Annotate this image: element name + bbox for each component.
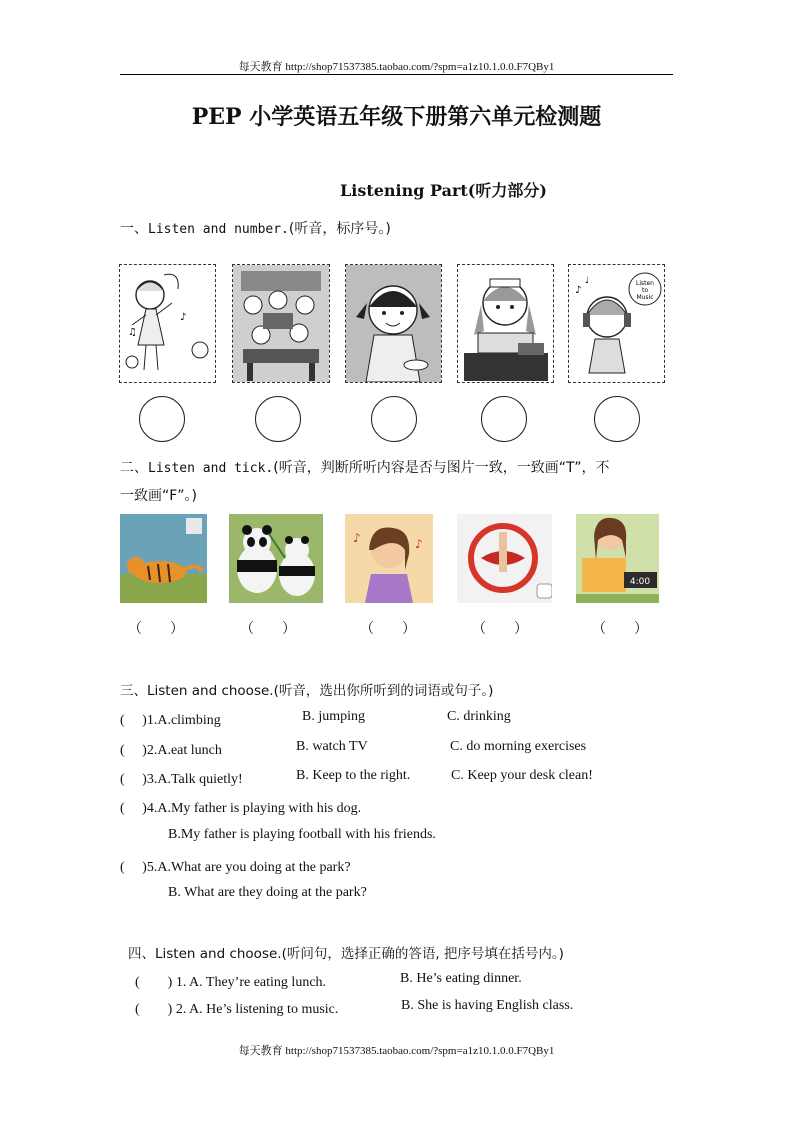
header-brand: 每天教育: [238, 60, 283, 73]
answer-circle-1[interactable]: [139, 396, 185, 442]
girl-eating-icon: [346, 265, 441, 382]
section3-q2-option-c: C. do morning exercises: [450, 739, 587, 754]
section1-picture-3: [345, 264, 442, 383]
option-a: A.What are you doing at the park?: [157, 860, 351, 875]
section1-text-en: Listen and number.: [148, 222, 289, 237]
section3-heading: 三、Listen and choose.(听音，选出你所听到的词语或句子。): [120, 683, 494, 699]
section2-photo-1: [120, 514, 207, 603]
section2-photo-4: [457, 514, 552, 603]
option-a: A.eat lunch: [157, 743, 222, 758]
section4-heading: 四、Listen and choose.(听问句，选择正确的答语, 把序号填在括号内。): [128, 946, 564, 962]
pandas-eating-bamboo-icon: [229, 514, 323, 603]
question-number: 1.: [146, 713, 158, 728]
section3-q4: [120, 797, 361, 817]
section4-q2: [135, 998, 338, 1018]
section1-picture-1: [119, 264, 216, 383]
section2-photo-2: [229, 514, 323, 603]
section3-q1-option-c: C. drinking: [447, 709, 511, 724]
section2-prefix: 二、: [120, 460, 148, 476]
section2-text-cn-line1: (听音，判断所听内容是否与图片一致，一致画“T”，不: [273, 460, 610, 476]
answer-paren[interactable]: ( ): [120, 801, 147, 816]
svg-text:♪: ♪: [575, 285, 582, 296]
section1-text-cn: (听音，标序号。): [288, 221, 391, 237]
girl-reading-clock-icon: [576, 514, 659, 603]
quiet-lips-icon: [457, 514, 552, 603]
answer-paren[interactable]: ( ): [120, 860, 147, 875]
section4-q2-option-b: B. She is having English class.: [401, 998, 574, 1013]
section3-q1: [120, 709, 221, 729]
svg-text:♩: ♩: [585, 276, 590, 286]
svg-text:to: to: [641, 287, 649, 294]
answer-circle-5[interactable]: [594, 396, 640, 442]
answer-paren[interactable]: ( ): [135, 975, 173, 990]
section2-heading-line2: 一致画“F”。): [120, 488, 198, 504]
option-a: 2. A. He’s listening to music.: [175, 1002, 339, 1017]
section2-text-en: Listen and tick.: [148, 461, 274, 476]
page-title: PEP 小学英语五年级下册第六单元检测题: [191, 104, 602, 130]
girl-reading-desk-icon: [458, 265, 553, 382]
svg-text:♪: ♪: [353, 531, 361, 545]
section2-photo-5: [576, 514, 659, 603]
question-number: 3.: [146, 772, 158, 787]
page-header: [0, 58, 793, 74]
section3-q5: [120, 856, 351, 876]
section4-q1: [135, 971, 326, 991]
option-a: A.Talk quietly!: [157, 772, 243, 787]
svg-text:♪: ♪: [180, 312, 187, 323]
page-footer: [0, 1042, 793, 1058]
header-url[interactable]: http://shop71537385.taobao.com/?spm=a1z10.1.0.0.F7QBy1: [285, 61, 555, 73]
section1-heading: [120, 218, 391, 238]
tick-bracket-4[interactable]: （ ）: [472, 621, 528, 637]
section2-photo-3: [345, 514, 433, 603]
section1-picture-2: [232, 264, 330, 383]
option-a: 1. A. They’re eating lunch.: [175, 975, 327, 990]
section3-q1-option-b: B. jumping: [302, 709, 366, 724]
tick-bracket-2[interactable]: （ ）: [240, 621, 296, 637]
section3-q4-option-b: B.My father is playing football with his friends.: [168, 827, 436, 842]
tick-bracket-3[interactable]: （ ）: [360, 621, 416, 637]
section4-q1-option-b: B. He’s eating dinner.: [400, 971, 522, 986]
svg-text:Listen: Listen: [636, 280, 654, 287]
girl-singing-birds-icon: [120, 265, 215, 382]
question-number: 5.: [146, 860, 158, 875]
girl-listening-music-icon: [345, 514, 433, 603]
girl-headphones-icon: [569, 265, 664, 382]
tiger-jumping-icon: [120, 514, 207, 603]
answer-paren[interactable]: ( ): [135, 1002, 173, 1017]
section-subtitle: Listening Part(听力部分): [340, 181, 547, 200]
answer-paren[interactable]: ( ): [120, 713, 147, 728]
svg-text:♫: ♫: [128, 327, 137, 338]
section1-picture-4: [457, 264, 554, 383]
section3-q5-option-b: B. What are they doing at the park?: [168, 885, 367, 900]
svg-text:Music: Music: [636, 294, 654, 301]
section3-q3-option-b: B. Keep to the right.: [296, 768, 411, 783]
footer-brand: 每天教育: [238, 1044, 283, 1057]
option-a: A.My father is playing with his dog.: [157, 801, 362, 816]
answer-circle-3[interactable]: [371, 396, 417, 442]
answer-circle-4[interactable]: [481, 396, 527, 442]
section1-prefix: 一、: [120, 221, 148, 237]
section3-q3-option-c: C. Keep your desk clean!: [451, 768, 593, 783]
section1-picture-5: [568, 264, 665, 383]
answer-circle-2[interactable]: [255, 396, 301, 442]
section3-q2-option-b: B. watch TV: [296, 739, 368, 754]
tick-bracket-5[interactable]: （ ）: [592, 621, 648, 637]
svg-text:♪: ♪: [415, 537, 423, 551]
question-number: 2.: [146, 743, 158, 758]
children-group-table-icon: [233, 265, 329, 382]
header-rule: [120, 74, 673, 75]
tick-bracket-1[interactable]: （ ）: [128, 621, 184, 637]
question-number: 4.: [146, 801, 158, 816]
section3-q3: [120, 768, 243, 788]
section2-heading-line1: [120, 457, 680, 477]
answer-paren[interactable]: ( ): [120, 743, 147, 758]
clock-time: 4:00: [629, 577, 651, 587]
footer-url[interactable]: http://shop71537385.taobao.com/?spm=a1z10.1.0.0.F7QBy1: [285, 1045, 555, 1057]
section3-q2: [120, 739, 222, 759]
answer-paren[interactable]: ( ): [120, 772, 147, 787]
option-a: A.climbing: [157, 713, 221, 728]
